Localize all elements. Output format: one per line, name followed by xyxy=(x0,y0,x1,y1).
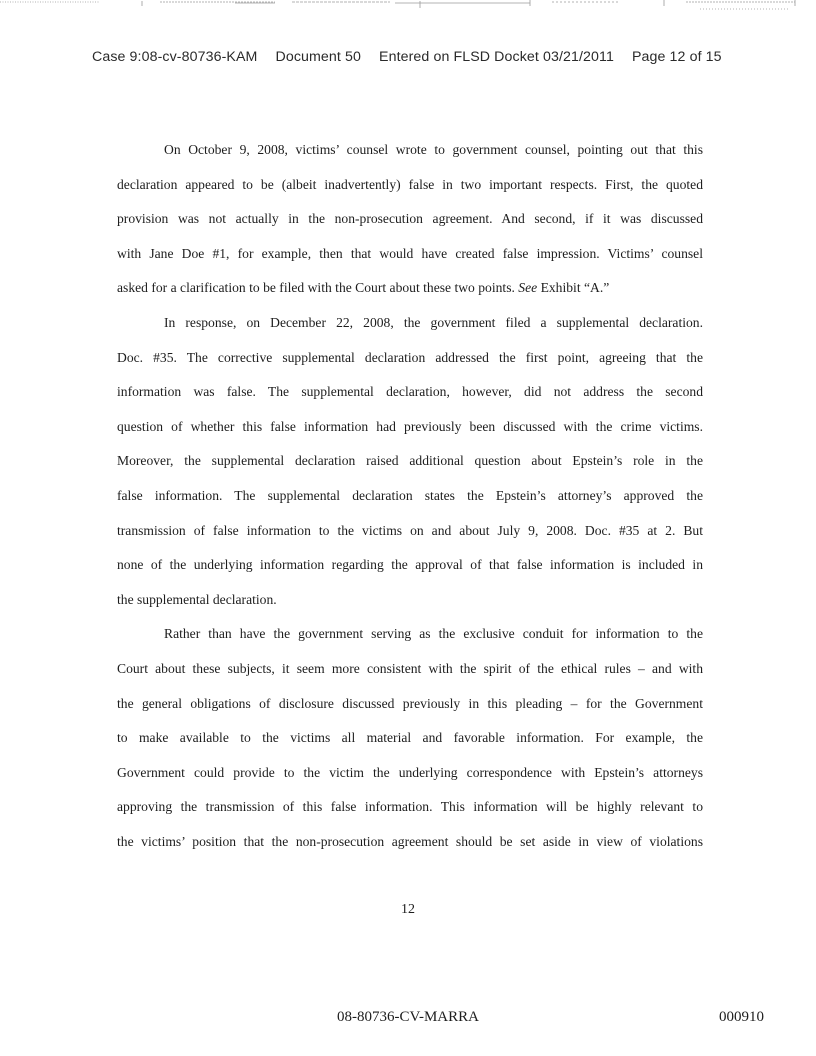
docket-entry-label: Entered on FLSD Docket 03/21/2011 xyxy=(379,49,614,65)
text-line: provision was not actually in the non-prosecution agreement. And second, if it was discussed xyxy=(117,211,703,227)
scan-artifact-marks xyxy=(0,0,816,14)
text-line: information was false. The supplemental declaration, however, did not address the second xyxy=(117,384,703,400)
text-line: question of whether this false information had previously been discussed with the crime victims. xyxy=(117,418,703,434)
text-line: transmission of false information to the victims on and about July 9, 2008. Doc. #35 at 2. But xyxy=(117,522,703,538)
text-line: the supplemental declaration. xyxy=(117,591,277,607)
text-line: the victims’ position that the non-prosecution agreement should be set aside in view of violations xyxy=(117,833,703,849)
text-line: Government could provide to the victim the underlying correspondence with Epstein’s attorneys xyxy=(117,764,703,780)
paragraph-1 xyxy=(117,135,703,308)
page-number: 12 xyxy=(401,902,415,917)
footer-case-number: 08-80736-CV-MARRA xyxy=(337,1009,479,1025)
text-line: Doc. #35. The corrective supplemental declaration addressed the first point, agreeing that the xyxy=(117,349,703,365)
text-segment: Exhibit “A.” xyxy=(537,280,610,296)
text-line xyxy=(117,273,703,308)
text-segment: asked for a clarification to be filed with the Court about these two points. xyxy=(117,280,519,296)
bates-number: 000910 xyxy=(719,1009,764,1025)
document-number-label: Document 50 xyxy=(275,49,361,65)
text-line: In response, on December 22, 2008, the government filed a supplemental declaration. xyxy=(164,314,703,330)
text-line: none of the underlying information regarding the approval of that false information is included in xyxy=(117,557,703,573)
text-line: with Jane Doe #1, for example, then that would have created false impression. Victims’ counsel xyxy=(117,245,703,261)
citation-signal: See xyxy=(518,280,538,296)
text-line: false information. The supplemental declaration states the Epstein’s attorney’s approved the xyxy=(117,487,703,503)
text-line: declaration appeared to be (albeit inadvertently) false in two important respects. First, the quoted xyxy=(117,176,703,192)
text-line: Rather than have the government serving as the exclusive conduit for information to the xyxy=(164,626,703,642)
docket-header xyxy=(92,49,792,65)
text-line: Moreover, the supplemental declaration raised additional question about Epstein’s role in the xyxy=(117,453,703,469)
text-line: to make available to the victims all material and favorable information. For example, the xyxy=(117,730,703,746)
text-line: Court about these subjects, it seem more consistent with the spirit of the ethical rules – and with xyxy=(117,660,703,676)
paragraph-3 xyxy=(117,619,703,861)
document-body xyxy=(117,135,703,861)
page-count-label: Page 12 of 15 xyxy=(631,49,722,65)
text-line: the general obligations of disclosure discussed previously in this pleading – for the Government xyxy=(117,695,703,711)
paragraph-2 xyxy=(117,308,703,619)
text-line: On October 9, 2008, victims’ counsel wrote to government counsel, pointing out that this xyxy=(164,142,703,157)
case-number-label: Case 9:08-cv-80736-KAM xyxy=(92,49,258,65)
text-line: approving the transmission of this false information. This information will be highly relevant to xyxy=(117,799,703,815)
